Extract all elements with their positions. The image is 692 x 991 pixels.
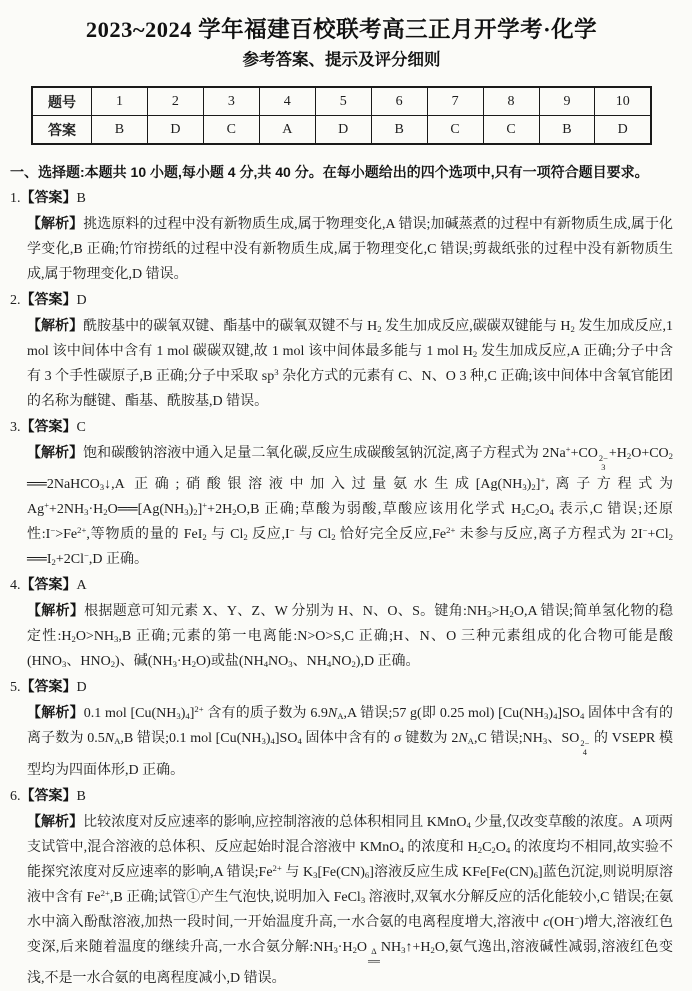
question-3-analysis [27, 440, 673, 572]
analysis-label: 【解析】 [27, 215, 84, 232]
answer-letter: B [76, 191, 86, 207]
answer-cell: D [595, 116, 651, 145]
question-6-block [10, 783, 673, 991]
question-number-cell: 2 [147, 87, 203, 116]
question-number-cell: 7 [427, 87, 483, 116]
analysis-text: 饱和碳酸钠溶液中通入足量二氧化碳,反应生成碳酸氢钠沉淀,离子方程式为 2Na++CO 2− 3 $+H_2O+CO_2$ ══2NaHCO$_3$↓,A 正确;硝酸银溶液中加入过量氨水生成$[Ag(NH_3)_2]^+$,离子方程式为 $Ag^++2NH_3\cdot H_2O══[Ag(NH_3)_2]^++2H_2O,B$ 正确;草酸为弱酸,草酸应该用化学式 $H_2C_2O_4$ 表示,C 错误;还原性$:I^->Fe^{2+}$,等物质的量的 FeI$_2$ 与 $Cl_2$ 反应,I− 与 $Cl_2$ 恰好完全反应$,Fe^{2+}$ 未参与反应,离子方程式为 $2I^-+Cl_2$ $══I_2+2Cl^-,D$ 正确。 [27, 444, 674, 568]
answer-cell: B [92, 116, 148, 145]
answer-cell: D [315, 116, 371, 145]
question-5-analysis [27, 700, 673, 782]
question-number: 1. [10, 191, 21, 207]
question-number: 3. [10, 420, 21, 436]
analysis-text: 比较浓度对反应速率的影响,应控制溶液的总体积相同且 KMnO$_4$ 少量,仅改变草酸的浓度。A 项两支试管中,混合溶液的总体积、反应起始时混合溶液中 KMnO$_4$ 的浓度和 $H_2C_2O_4$ 的浓度均不相同,故实验不能探究浓度对反应速率的影响,A 错误$;Fe^{2+}$ 与 $K_3[Fe(CN)_6]$溶液反应生成 $KFe[Fe(CN)_6]$蓝色沉淀,则说明原溶液中含有 $Fe^{2+},B$ 正确;试管①产生气泡快,说明加入 FeCl$_3$ 溶液时,双氧水分解反应的活化能较小,C 错误;在氨水中滴入酚酞溶液,加热一段时间,一开始温度升高,一水合氨的电离程度增大,溶液中 c(OH−)增大,溶液红色变深,后来随着温度的继续升高,一水合氨分解$:NH_3\cdot H_2O$ Δ ══ $NH_3↑+H_2O$,氨气逸出,溶液碱性减弱,溶液红色变浅,不是一水合氨的电离程度减小,D 错误。 [27, 814, 673, 987]
question-6-answer-line [10, 783, 673, 809]
question-number-cell: 8 [483, 87, 539, 116]
analysis-text: 0.1 mol $[Cu(NH_3)_4]^{2+}$ 含有的质子数为 $6.9N_A,A$ 错误;57 g(即 0.25 mol) $[Cu(NH_3)_4]SO_4$ 固体中含有的离子数为 $0.5N_A,B$ 错误;0.1 mol $[Cu(NH_3)_4]SO_4$ 固体中含有的 σ 键数为 $2N_A,C$ 错误$;NH_3$、SO 2− 4 的 VSEPR 模型均为四面体形,D 正确。 [27, 704, 674, 778]
question-number-cell: 1 [92, 87, 148, 116]
answer-cell: B [539, 116, 595, 145]
analysis-label: 【解析】 [27, 812, 84, 829]
analysis-label: 【解析】 [27, 602, 85, 619]
question-3-block [10, 414, 673, 572]
question-3-answer-line [10, 414, 673, 440]
answer-cell: D [147, 116, 203, 145]
answer-cell: A [259, 116, 315, 145]
row-header-question-number: 题号 [32, 87, 92, 116]
question-2-answer-line [10, 287, 673, 313]
question-1-block [10, 185, 673, 287]
question-4-block [10, 572, 673, 674]
page-title: 2023~2024 学年福建百校联考高三正月开学考·化学 [85, 17, 598, 42]
answer-row [32, 116, 651, 145]
answer-cell: C [483, 116, 539, 145]
analysis-label: 【解析】 [27, 317, 84, 334]
question-number-cell: 3 [203, 87, 259, 116]
question-number: 6. [10, 788, 21, 804]
answer-label: 【答案】 [20, 291, 77, 308]
question-5-block [10, 674, 673, 782]
answer-label: 【答案】 [20, 678, 77, 695]
question-number: 2. [10, 293, 21, 309]
page-subtitle: 参考答案、提示及评分细则 [242, 51, 441, 70]
question-number-cell: 10 [595, 87, 651, 116]
question-1-answer-line [10, 185, 673, 211]
answer-key-table [31, 86, 652, 145]
answer-letter: C [76, 420, 86, 436]
analysis-text: 根据题意可知元素 X、Y、Z、W 分别为 H、N、O、S。键角$:NH_3>H_2O,A$ 错误;简单氢化物的稳定性$:H_2O>NH_3,B$ 正确;元素的第一电离能:N>O>S,C 正确;H、N、O 三种元素组成的化合物可能是酸($HNO_3$、$HNO_2$)、碱$(NH_3\cdot H_2O)$或盐($NH_4NO_3$、$NH_4NO_2),D$ 正确。 [27, 604, 674, 670]
question-2-analysis [27, 313, 673, 414]
answer-letter: A [76, 578, 87, 594]
question-6-analysis [27, 809, 673, 991]
question-5-answer-line [10, 674, 673, 700]
question-1-analysis [27, 211, 673, 287]
question-number-cell: 9 [539, 87, 595, 116]
question-4-analysis [27, 598, 673, 674]
answer-label: 【答案】 [20, 786, 77, 803]
analysis-text: 酰胺基中的碳氧双键、酯基中的碳氧双键不与 $H_2$ 发生加成反应,碳碳双键能与 $H_2$ 发生加成反应,1 mol 该中间体中含有 1 mol 碳碳双键,故 1 mol 该中间体最多能与 1 mol $H_2$ 发生加成反应,A 正确;分子中含有 3 个手性碳原子,B 正确;分子中采取 $sp^3$ 杂化方式的元素有 C、N、O 3 种,C 正确;该中间体中含氧官能团的名称为醚键、酯基、酰胺基,D 错误。 [27, 319, 674, 410]
answer-cell: C [203, 116, 259, 145]
analysis-label: 【解析】 [27, 444, 84, 461]
answer-letter: D [76, 680, 87, 696]
question-number-cell: 4 [259, 87, 315, 116]
answer-letter: D [76, 293, 87, 309]
analysis-label: 【解析】 [27, 704, 84, 721]
question-number-row [32, 87, 651, 116]
answer-label: 【答案】 [20, 576, 77, 593]
row-header-answer: 答案 [32, 116, 92, 145]
section-heading: 一、选择题:本题共 10 小题,每小题 4 分,共 40 分。在每小题给出的四个选项中,只有一项符合题目要求。 [10, 164, 649, 181]
answer-label: 【答案】 [20, 418, 77, 435]
analysis-text: 挑选原料的过程中没有新物质生成,属于物理变化,A 错误;加碱蒸煮的过程中有新物质生成,属于化学变化,B 正确;竹帘捞纸的过程中没有新物质生成,属于物理变化,C 错误;剪裁纸张的过程中没有新物质生成,属于物理变化,D 错误。 [27, 217, 674, 283]
answer-label: 【答案】 [20, 189, 77, 206]
question-4-answer-line [10, 572, 673, 598]
answer-cell: C [427, 116, 483, 145]
question-number: 5. [10, 680, 21, 696]
question-number-cell: 5 [315, 87, 371, 116]
answer-letter: B [76, 788, 86, 804]
answer-cell: B [371, 116, 427, 145]
question-number-cell: 6 [371, 87, 427, 116]
question-number: 4. [10, 578, 21, 594]
question-2-block [10, 287, 673, 414]
